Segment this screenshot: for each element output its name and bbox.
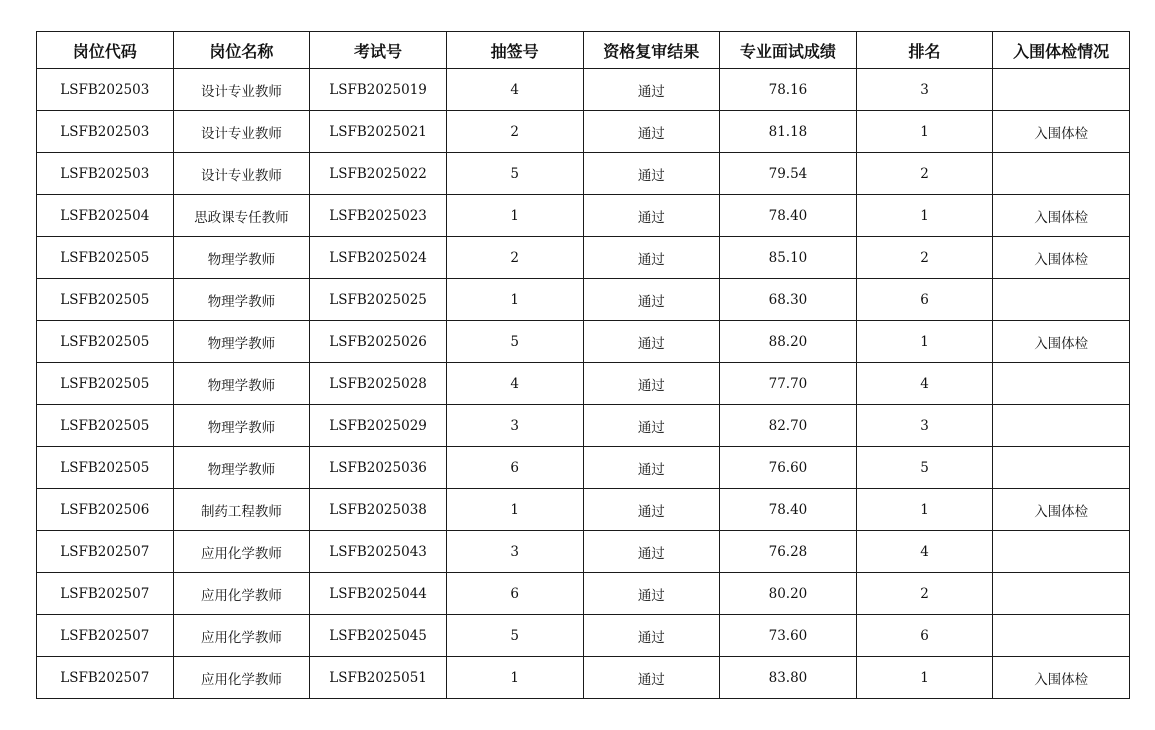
- draw-number-cell: 5: [446, 321, 583, 363]
- rank-cell: 6: [856, 279, 993, 321]
- draw-number-cell: 1: [446, 489, 583, 531]
- interview-score-cell: 77.70: [720, 363, 857, 405]
- review-result-cell: 通过: [583, 405, 720, 447]
- medical-exam-status-cell: 入围体检: [993, 111, 1130, 153]
- header-row: [37, 32, 1130, 69]
- position-code-cell: LSFB202503: [37, 153, 174, 195]
- position-code-cell: LSFB202505: [37, 279, 174, 321]
- medical-exam-status-cell: [993, 405, 1130, 447]
- header-medical-exam-status: 入围体检情况: [993, 32, 1130, 69]
- rank-cell: 3: [856, 405, 993, 447]
- position-code-cell: LSFB202505: [37, 405, 174, 447]
- interview-score-cell: 79.54: [720, 153, 857, 195]
- exam-number-cell: LSFB2025023: [310, 195, 447, 237]
- draw-number-cell: 3: [446, 531, 583, 573]
- medical-exam-status-cell: 入围体检: [993, 657, 1130, 699]
- table-row: [37, 195, 1130, 237]
- table-row: [37, 489, 1130, 531]
- table-row: [37, 615, 1130, 657]
- exam-number-cell: LSFB2025019: [310, 69, 447, 111]
- review-result-cell: 通过: [583, 573, 720, 615]
- rank-cell: 1: [856, 111, 993, 153]
- medical-exam-status-cell: [993, 447, 1130, 489]
- position-name-cell: 设计专业教师: [173, 153, 310, 195]
- interview-score-cell: 83.80: [720, 657, 857, 699]
- interview-score-cell: 78.40: [720, 195, 857, 237]
- table-row: [37, 657, 1130, 699]
- draw-number-cell: 5: [446, 153, 583, 195]
- table-row: [37, 69, 1130, 111]
- position-name-cell: 应用化学教师: [173, 615, 310, 657]
- position-name-cell: 应用化学教师: [173, 573, 310, 615]
- interview-score-cell: 73.60: [720, 615, 857, 657]
- rank-cell: 6: [856, 615, 993, 657]
- rank-cell: 4: [856, 363, 993, 405]
- draw-number-cell: 6: [446, 573, 583, 615]
- position-code-cell: LSFB202505: [37, 447, 174, 489]
- draw-number-cell: 2: [446, 237, 583, 279]
- table-row: [37, 321, 1130, 363]
- exam-number-cell: LSFB2025038: [310, 489, 447, 531]
- medical-exam-status-cell: [993, 573, 1130, 615]
- interview-score-cell: 82.70: [720, 405, 857, 447]
- draw-number-cell: 2: [446, 111, 583, 153]
- medical-exam-status-cell: [993, 531, 1130, 573]
- position-code-cell: LSFB202507: [37, 531, 174, 573]
- medical-exam-status-cell: [993, 615, 1130, 657]
- review-result-cell: 通过: [583, 111, 720, 153]
- rank-cell: 5: [856, 447, 993, 489]
- position-name-cell: 制药工程教师: [173, 489, 310, 531]
- position-name-cell: 设计专业教师: [173, 69, 310, 111]
- exam-number-cell: LSFB2025051: [310, 657, 447, 699]
- position-name-cell: 设计专业教师: [173, 111, 310, 153]
- rank-cell: 2: [856, 153, 993, 195]
- position-name-cell: 应用化学教师: [173, 531, 310, 573]
- position-name-cell: 物理学教师: [173, 363, 310, 405]
- medical-exam-status-cell: [993, 69, 1130, 111]
- table-row: [37, 405, 1130, 447]
- table-row: [37, 279, 1130, 321]
- draw-number-cell: 6: [446, 447, 583, 489]
- position-code-cell: LSFB202505: [37, 237, 174, 279]
- header-position-name: 岗位名称: [173, 32, 310, 69]
- table-row: [37, 447, 1130, 489]
- medical-exam-status-cell: 入围体检: [993, 321, 1130, 363]
- position-name-cell: 物理学教师: [173, 405, 310, 447]
- draw-number-cell: 4: [446, 363, 583, 405]
- table-header: [37, 32, 1130, 69]
- medical-exam-status-cell: [993, 153, 1130, 195]
- draw-number-cell: 3: [446, 405, 583, 447]
- review-result-cell: 通过: [583, 489, 720, 531]
- header-exam-number: 考试号: [310, 32, 447, 69]
- position-code-cell: LSFB202505: [37, 363, 174, 405]
- rank-cell: 4: [856, 531, 993, 573]
- rank-cell: 1: [856, 489, 993, 531]
- rank-cell: 2: [856, 573, 993, 615]
- medical-exam-status-cell: [993, 279, 1130, 321]
- table-body: [37, 69, 1130, 699]
- review-result-cell: 通过: [583, 363, 720, 405]
- header-draw-number: 抽签号: [446, 32, 583, 69]
- position-code-cell: LSFB202507: [37, 615, 174, 657]
- draw-number-cell: 4: [446, 69, 583, 111]
- interview-score-cell: 68.30: [720, 279, 857, 321]
- header-interview-score: 专业面试成绩: [720, 32, 857, 69]
- review-result-cell: 通过: [583, 69, 720, 111]
- draw-number-cell: 1: [446, 195, 583, 237]
- results-table: [36, 31, 1130, 699]
- position-name-cell: 物理学教师: [173, 321, 310, 363]
- exam-number-cell: LSFB2025022: [310, 153, 447, 195]
- rank-cell: 1: [856, 321, 993, 363]
- exam-number-cell: LSFB2025029: [310, 405, 447, 447]
- medical-exam-status-cell: 入围体检: [993, 237, 1130, 279]
- table-row: [37, 111, 1130, 153]
- review-result-cell: 通过: [583, 447, 720, 489]
- position-name-cell: 物理学教师: [173, 447, 310, 489]
- exam-number-cell: LSFB2025036: [310, 447, 447, 489]
- header-review-result: 资格复审结果: [583, 32, 720, 69]
- exam-number-cell: LSFB2025024: [310, 237, 447, 279]
- review-result-cell: 通过: [583, 279, 720, 321]
- review-result-cell: 通过: [583, 531, 720, 573]
- position-name-cell: 物理学教师: [173, 237, 310, 279]
- table-row: [37, 153, 1130, 195]
- rank-cell: 2: [856, 237, 993, 279]
- rank-cell: 3: [856, 69, 993, 111]
- exam-number-cell: LSFB2025025: [310, 279, 447, 321]
- medical-exam-status-cell: [993, 363, 1130, 405]
- interview-score-cell: 78.40: [720, 489, 857, 531]
- position-code-cell: LSFB202504: [37, 195, 174, 237]
- position-name-cell: 物理学教师: [173, 279, 310, 321]
- position-code-cell: LSFB202507: [37, 657, 174, 699]
- draw-number-cell: 1: [446, 657, 583, 699]
- rank-cell: 1: [856, 657, 993, 699]
- interview-score-cell: 80.20: [720, 573, 857, 615]
- rank-cell: 1: [856, 195, 993, 237]
- exam-number-cell: LSFB2025026: [310, 321, 447, 363]
- position-code-cell: LSFB202503: [37, 69, 174, 111]
- exam-number-cell: LSFB2025021: [310, 111, 447, 153]
- position-code-cell: LSFB202507: [37, 573, 174, 615]
- draw-number-cell: 1: [446, 279, 583, 321]
- exam-number-cell: LSFB2025043: [310, 531, 447, 573]
- review-result-cell: 通过: [583, 657, 720, 699]
- medical-exam-status-cell: 入围体检: [993, 489, 1130, 531]
- exam-number-cell: LSFB2025045: [310, 615, 447, 657]
- table-row: [37, 237, 1130, 279]
- medical-exam-status-cell: 入围体检: [993, 195, 1130, 237]
- position-code-cell: LSFB202506: [37, 489, 174, 531]
- interview-score-cell: 85.10: [720, 237, 857, 279]
- table-row: [37, 363, 1130, 405]
- draw-number-cell: 5: [446, 615, 583, 657]
- review-result-cell: 通过: [583, 615, 720, 657]
- exam-number-cell: LSFB2025028: [310, 363, 447, 405]
- position-name-cell: 应用化学教师: [173, 657, 310, 699]
- interview-score-cell: 76.60: [720, 447, 857, 489]
- position-code-cell: LSFB202503: [37, 111, 174, 153]
- review-result-cell: 通过: [583, 321, 720, 363]
- review-result-cell: 通过: [583, 237, 720, 279]
- table-row: [37, 531, 1130, 573]
- position-name-cell: 思政课专任教师: [173, 195, 310, 237]
- interview-score-cell: 81.18: [720, 111, 857, 153]
- table-row: [37, 573, 1130, 615]
- exam-number-cell: LSFB2025044: [310, 573, 447, 615]
- header-position-code: 岗位代码: [37, 32, 174, 69]
- position-code-cell: LSFB202505: [37, 321, 174, 363]
- interview-score-cell: 78.16: [720, 69, 857, 111]
- review-result-cell: 通过: [583, 195, 720, 237]
- interview-score-cell: 88.20: [720, 321, 857, 363]
- interview-score-cell: 76.28: [720, 531, 857, 573]
- header-rank: 排名: [856, 32, 993, 69]
- review-result-cell: 通过: [583, 153, 720, 195]
